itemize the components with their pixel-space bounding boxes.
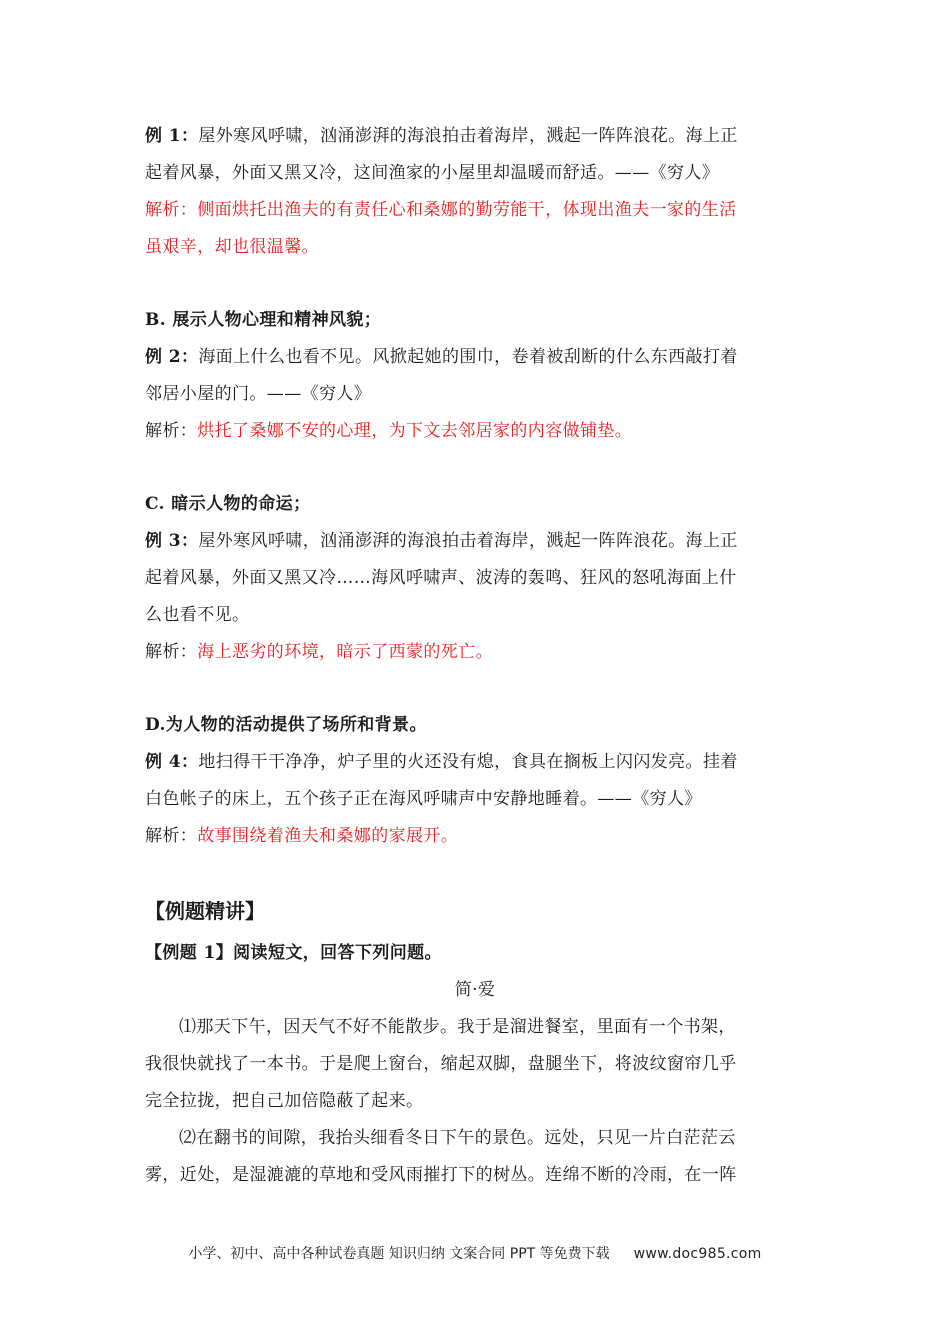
question-1-label: 【例题 1】阅读短文，回答下列问题。 xyxy=(145,943,442,963)
lecture-heading: 【例题精讲】 xyxy=(145,899,265,923)
example-4-line-1 xyxy=(145,744,805,781)
footer-url[interactable]: www.doc985.com xyxy=(633,1246,762,1262)
section-b-heading: B. 展示人物心理和精神风貌； xyxy=(145,310,382,330)
example-1-analysis-text-1: 侧面烘托出渔夫的有责任心和桑娜的勤劳能干，体现出渔夫一家的生活 xyxy=(197,200,737,220)
example-1-text-1: 屋外寒风呼啸，汹涌澎湃的海浪拍击着海岸，溅起一阵阵浪花。海上正 xyxy=(198,126,738,146)
example-3-analysis-label: 解析： xyxy=(145,642,198,662)
example-3-line-2: 起着风暴，外面又黑又冷……海风呼啸声、波涛的轰鸣、狂风的怒吼海面上什 xyxy=(145,568,737,588)
example-1-analysis-line-2: 虽艰辛，却也很温馨。 xyxy=(145,237,319,257)
example-3-analysis-text: 海上恶劣的环境，暗示了西蒙的死亡。 xyxy=(197,642,494,662)
example-4-label: 例 4： xyxy=(145,752,199,772)
example-2-line-1 xyxy=(145,339,805,376)
passage-paragraph-1-line-1: ⑴那天下午，因天气不好不能散步。我于是溜进餐室，里面有一个书架， xyxy=(179,1017,736,1037)
example-3-line-3: 么也看不见。 xyxy=(145,605,250,625)
example-3-label: 例 3： xyxy=(145,531,199,551)
passage-title: 简·爱 xyxy=(454,980,496,1000)
example-3-analysis xyxy=(145,634,805,671)
example-3-line-1 xyxy=(145,523,805,560)
section-d-heading: D.为人物的活动提供了场所和背景。 xyxy=(145,715,427,735)
example-1-label: 例 1： xyxy=(145,126,199,146)
passage-paragraph-1-line-2: 我很快就找了一本书。于是爬上窗台，缩起双脚，盘腿坐下，将波纹窗帘几乎 xyxy=(145,1054,737,1074)
example-3-text-1: 屋外寒风呼啸，汹涌澎湃的海浪拍击着海岸，溅起一阵阵浪花。海上正 xyxy=(198,531,738,551)
footer-text: 小学、初中、高中各种试卷真题 知识归纳 文案合同 PPT 等免费下载 xyxy=(188,1246,610,1262)
passage-paragraph-2-line-2: 雾，近处，是湿漉漉的草地和受风雨摧打下的树丛。连绵不断的冷雨，在一阵 xyxy=(145,1165,737,1185)
example-2-analysis-label: 解析： xyxy=(145,421,198,441)
example-2-analysis xyxy=(145,413,805,450)
passage-paragraph-1-line-3: 完全拉拢，把自己加倍隐蔽了起来。 xyxy=(145,1091,424,1111)
example-1-line-2: 起着风暴，外面又黑又冷，这间渔家的小屋里却温暖而舒适。——《穷人》 xyxy=(145,163,720,183)
example-2-text-1: 海面上什么也看不见。风掀起她的围巾，卷着被刮断的什么东西敲打着 xyxy=(198,347,738,367)
example-1-analysis-line-1 xyxy=(145,192,805,229)
example-1-line-1 xyxy=(145,118,805,155)
section-c-heading: C. 暗示人物的命运； xyxy=(145,494,311,514)
example-4-analysis-text: 故事围绕着渔夫和桑娜的家展开。 xyxy=(197,826,459,846)
page-footer xyxy=(0,1243,950,1263)
example-2-line-2: 邻居小屋的门。——《穷人》 xyxy=(145,384,372,404)
example-2-label: 例 2： xyxy=(145,347,199,367)
example-4-line-2: 白色帐子的床上，五个孩子正在海风呼啸声中安静地睡着。——《穷人》 xyxy=(145,789,702,809)
example-4-text-1: 地扫得干干净净，炉子里的火还没有熄，食具在搁板上闪闪发亮。挂着 xyxy=(198,752,738,772)
passage-paragraph-2-line-1: ⑵在翻书的间隙，我抬头细看冬日下午的景色。远处，只见一片白茫茫云 xyxy=(179,1128,736,1148)
example-2-analysis-text: 烘托了桑娜不安的心理，为下文去邻居家的内容做铺垫。 xyxy=(197,421,633,441)
example-4-analysis xyxy=(145,818,805,855)
example-4-analysis-label: 解析： xyxy=(145,826,198,846)
document-body xyxy=(145,118,805,1194)
example-1-analysis-label: 解析： xyxy=(145,200,198,220)
